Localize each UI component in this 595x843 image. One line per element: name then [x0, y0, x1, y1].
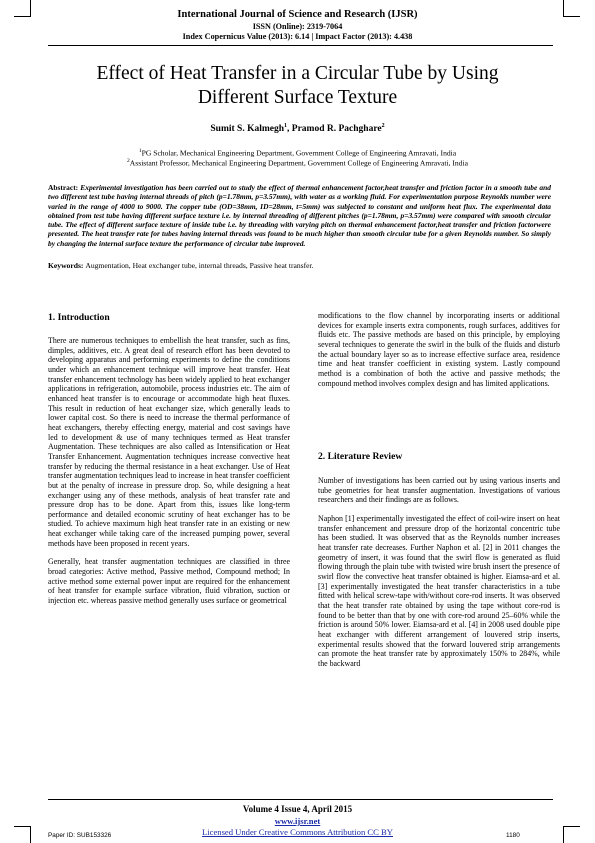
intro-paragraph-2: Generally, heat transfer augmentation techniques are classified in three broad categories: Active method, Passive method, Compound method; In active method some external power input are required for the enhancement of heat transfer for example surface vibration, fluid vibration, suction or injection etc. whereas passive method generally uses surface or geometrical	[48, 557, 290, 606]
footer-url-link[interactable]: www.ijsr.net	[274, 816, 321, 826]
journal-index: Index Copernicus Value (2013): 6.14 | Impact Factor (2013): 4.438	[182, 32, 413, 41]
affiliation-1	[0, 148, 595, 158]
affiliation-2	[0, 158, 595, 168]
right-column-top	[318, 311, 560, 388]
intro-paragraph-1: There are numerous techniques to embellish the heat transfer, such as fins, dimples, additives, etc. A great deal of research effort has been devoted to developing apparatus and performing experiments to define the conditions under which an enhancement technique will improve heat transfer. Heat transfer enhancement technology has been widely applied to heat exchanger applications in refrigeration, automobile, process industries etc. The aim of enhanced heat transfer is to encourage or accommodate high heat fluxes. This result in reduction of heat exchanger size, which generally leads to lower capital cost. So there is need to increase the thermal performance of heat exchangers, thereby effecting energy, material and cost savings have led to development & use of many techniques termed as Heat transfer Augmentation. These techniques are also called as Intensification or Heat Transfer Enhancement. Augmentation techniques increase convective heat transfer by reducing the thermal resistance in a heat exchanger. Use of Heat transfer augmentation techniques lead to increase in heat transfer coefficient but at the penalty of increase in pressure drop. So, while designing a heat exchanger using any of these methods, analysis of heat transfer rate and pressure drop has to be done. Apart from this, issues like long-term performance and detailed economic scrutiny of heat exchanger has to be studied. To achieve maximum high heat transfer rate in an existing or new heat exchanger while taking care of the increased pumping power, several methods have been proposed in recent years.	[48, 336, 290, 548]
keywords-text: Augmentation, Heat exchanger tube, internal threads, Passive heat transfer.	[85, 261, 314, 270]
footer-volume: Volume 4 Issue 4, April 2015	[242, 804, 353, 814]
affiliation-1-text: PG Scholar, Mechanical Engineering Department, Government College of Engineering Amravati, India	[141, 148, 457, 158]
paper-title-line2: Different Surface Texture	[197, 87, 398, 108]
footer-license-link[interactable]: Licensed Under Creative Commons Attribution CC BY	[202, 827, 393, 837]
paper-title-line1: Effect of Heat Transfer in a Circular Tube by Using	[96, 63, 499, 84]
keywords-label: Keywords:	[48, 261, 86, 270]
literature-paragraph-2: Naphon [1] experimentally investigated the effect of coil-wire insert on heat transfer enhancement and pressure drop of the horizontal concentric tube has been studied. It was observed that as the Reynolds number increases heat transfer rate decreases. Further Naphon et al. [2] in 2011 changes the geometry of insert, it was found that the swirl flow is generated as fluid flowing through the plain tube with twisted wire brush insert the presence of swirl flow the convective heat transfer obtained is higher. Eiamsa-ard et al. [3] experimentally investigated the heat transfer characteristics in a tube fitted with helical screw-tape with/without core-rod inserts. It was observed that the heat transfer rate obtained by using the tape without core-rod is found to be better than that by one with core-rod around 25–60% while the friction is around 50% lower. Eiamsa-ard et al. [4] in 2008 used double pipe heat exchanger with different arrangement of louvered strip inserts, experimental results showed that the forward louvered strip arrangements can promote the heat transfer rate by approximately 150% to 284%, while the backward	[318, 513, 560, 668]
journal-name: International Journal of Science and Research (IJSR)	[177, 9, 418, 20]
journal-issn: ISSN (Online): 2319-7064	[252, 22, 343, 31]
paper-title	[60, 62, 535, 110]
abstract	[48, 183, 551, 248]
affiliation-2-sup: 2	[127, 158, 130, 164]
author-1: Sumit S. Kalmegh	[210, 124, 285, 135]
section-literature-heading: 2. Literature Review	[318, 451, 403, 462]
abstract-label: Abstract:	[48, 183, 81, 192]
left-column	[48, 336, 290, 606]
affiliation-1-sup: 1	[138, 148, 142, 154]
intro-continued-paragraph: modifications to the flow channel by incorporating inserts or additional devices for example inserts extra components, rough surfaces, additives for fluids etc. The passive methods are based on this principle, by employing several techniques to generate the swirl in the bulk of the fluids and disturb the actual boundary layer so as to increase effective surface area, residence time and heat transfer coefficient in existing system. Lastly compound method is a combination of both the active and passive methods; the compound method involves complex design and has limited applications.	[318, 311, 560, 388]
section-intro-heading: 1. Introduction	[48, 312, 110, 323]
footer-rule	[48, 799, 553, 800]
author-list	[0, 123, 595, 134]
affiliation-2-text: Assistant Professor, Mechanical Engineering Department, Government College of Engineering Amravati, India	[129, 158, 468, 168]
author-separator: ,	[287, 124, 292, 135]
literature-paragraph-1: Number of investigations has been carried out by using various inserts and tube geometries for heat transfer augmentation. Investigations of various researchers and their findings are as follows.	[318, 476, 560, 505]
right-column-literature	[318, 476, 560, 668]
footer-url-container	[0, 816, 595, 826]
keywords	[48, 261, 551, 270]
header-rule	[48, 45, 553, 46]
author-2-sup: 2	[381, 123, 385, 129]
author-1-sup: 1	[284, 123, 288, 129]
page-number: 1180	[506, 832, 520, 839]
author-2: Pramod R. Pachghare	[291, 124, 382, 135]
abstract-text: Experimental investigation has been carried out to study the effect of thermal enhancement factor,heat transfer and friction factor in a smooth tube and two different test tube having internal threads of pitch (p=1.78mm, p=3.57mm), with water as a working fluid. For experimentation purpose Reynolds number were varied in the range of 4000 to 9000. The copper tube (OD=38mm, ID=28mm, t=5mm) was subjected to constant and uniform heat flux. The experimental data obtained from test tube having different surface texture i.e. by internal threading of different pitches (p=1.78mm, p=3.57mm) were compared with smooth circular tube. The effect of different surface texture of inside tube i.e. by threading with varying pitch on thermal enhancement factor,heat transfer and friction factorwere presented. The heat transfer rate for tubes having internal threads was found to be much higher than smooth circular tube for a given Reynolds number. So simply by changing the internal surface texture the performance of circular tube improved.	[48, 183, 551, 248]
paper-id: Paper ID: SUB153326	[48, 832, 112, 839]
